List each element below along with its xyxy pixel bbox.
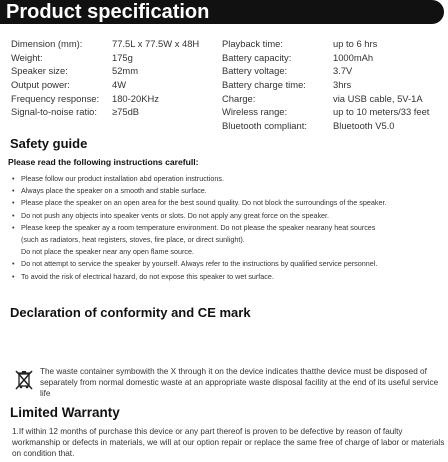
list-item: • Do not push any objects into speaker vents or slots. Do not apply any great force on the speaker. — [12, 210, 448, 222]
safety-list — [12, 173, 448, 283]
spec-value: 52mm — [112, 65, 139, 77]
spec-value: Bluetooth V5.0 — [333, 120, 395, 132]
list-item-continuation: Do not place the speaker near any open flame source. — [21, 247, 195, 257]
list-item-continuation: (such as radiators, heat registers, stoves, fire place, or direct sunlight). — [21, 235, 245, 245]
spec-label: Battery charge time: — [222, 79, 306, 91]
warranty-heading: Limited Warranty — [10, 405, 120, 420]
spec-label: Bluetooth compliant: — [222, 120, 307, 132]
declaration-heading: Declaration of conformity and CE mark — [10, 305, 251, 320]
spec-label: Battery capacity: — [222, 51, 292, 63]
spec-value: 4W — [112, 79, 127, 91]
safety-intro: Please read the following instructions carefull: — [8, 157, 199, 167]
list-item: • Please follow our product installation abd operation instructions. — [12, 173, 448, 185]
spec-label: Playback time: — [222, 38, 283, 49]
spec-value: 3hrs — [333, 79, 352, 91]
spec-labels-left — [11, 37, 99, 119]
list-item: • Always place the speaker on a smooth and stable surface. — [12, 185, 448, 197]
spec-values-right — [333, 37, 429, 133]
spec-label: Speaker size: — [11, 65, 68, 77]
spec-value: up to 10 meters/33 feet — [333, 106, 430, 118]
spec-value: 175g — [112, 51, 133, 63]
spec-label: Wireless range: — [222, 106, 288, 118]
spec-label: Weight: — [11, 51, 43, 63]
header-bar — [0, 0, 444, 24]
spec-value: 180-20KHz — [112, 92, 159, 104]
safety-heading: Safety guide — [10, 136, 88, 151]
spec-value: via USB cable, 5V-1A — [333, 92, 423, 104]
waste-disposal-text: The waste container symbowith the X through it on the device indicates thatthe device must be disposed of separately from normal domestic waste at an appropriate waste disposal facility at the end of its useful service life — [40, 367, 439, 398]
spec-label: Frequency response: — [11, 92, 100, 104]
spec-label: Dimension (mm): — [11, 38, 83, 49]
spec-labels-right — [222, 37, 307, 133]
spec-label: Charge: — [222, 92, 256, 104]
spec-value: 1000mAh — [333, 51, 374, 63]
spec-label: Battery voltage: — [222, 65, 288, 77]
list-item: • Please place the speaker on an open area for the best sound quality. Do not block the surroundings of the speaker. — [12, 197, 448, 209]
list-item: • Please keep the speaker ay a room temperature environment. Do not please the speaker nearany heat sources — [12, 222, 448, 234]
spec-value: 3.7V — [333, 65, 353, 77]
list-item: • Do not attempt to service the speaker by yourself. Always refer to the instructions by qualified service personnel. — [12, 258, 448, 270]
warranty-text: 1.If within 12 months of purchase this device or any part thereof is proven to be defective by reason of faulty workmanship or defects in materials, we will at our option repair or replace the same free of charge of labor or materials on condition that. — [12, 427, 445, 458]
spec-label: Signal-to-noise ratio: — [11, 106, 97, 118]
spec-value: ≥75dB — [112, 106, 140, 118]
spec-value: 77.5L x 77.5W x 48H — [112, 38, 200, 49]
spec-value: up to 6 hrs — [333, 38, 378, 49]
list-item: • To avoid the risk of electrical hazard, do not expose this speaker to wet surface. — [12, 271, 448, 283]
spec-label: Output power: — [11, 79, 70, 91]
page-title: Product specification — [6, 1, 210, 23]
spec-values-left — [112, 37, 199, 119]
crossed-out-wheelie-bin-icon — [13, 368, 35, 390]
